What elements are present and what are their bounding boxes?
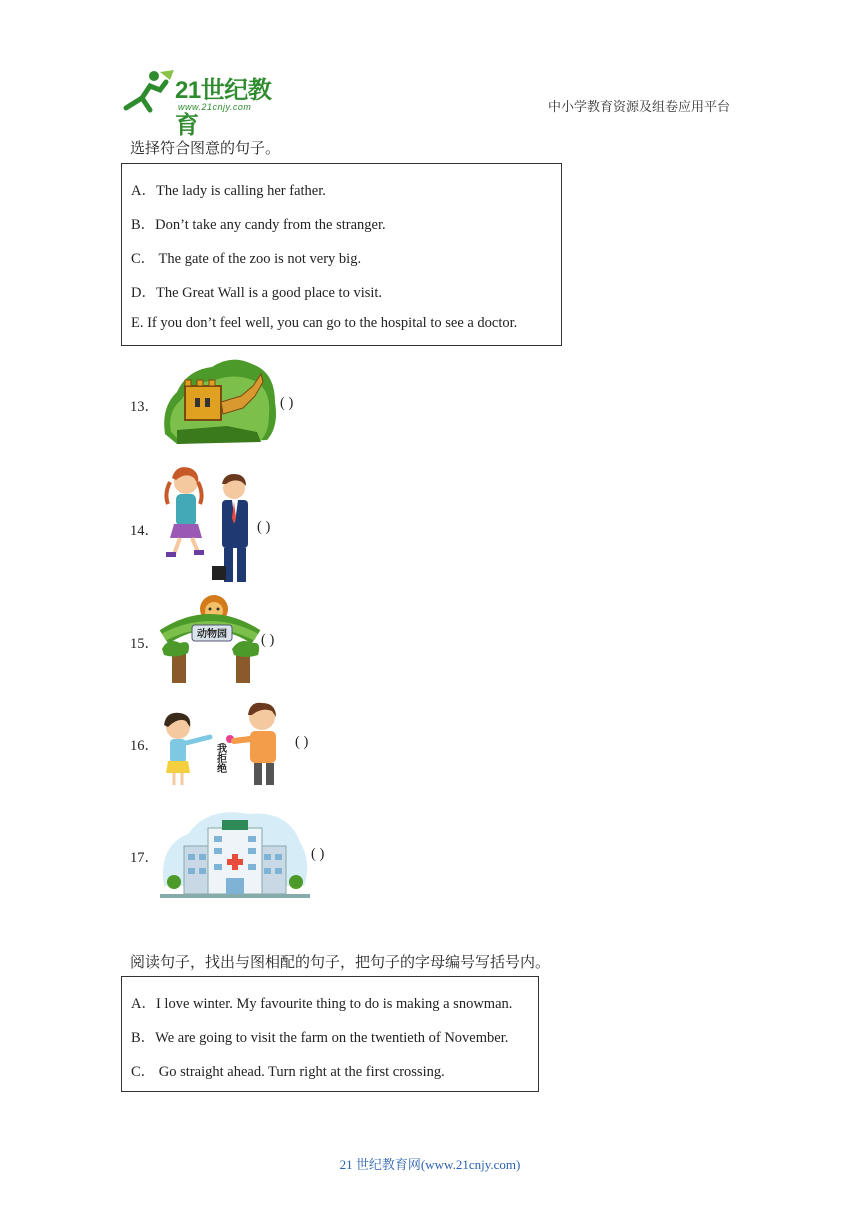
- question-15-blank[interactable]: ( ): [261, 632, 275, 648]
- runner-logo-icon: [120, 68, 176, 114]
- section2-options-box: [121, 976, 539, 1092]
- zoo-gate-image: [158, 593, 262, 685]
- section2-option-a: A．I love winter. My favourite thing to do is making a snowman.: [131, 996, 513, 1012]
- logo-text: 21世纪教育: [175, 77, 272, 139]
- question-17-blank[interactable]: ( ): [311, 846, 325, 862]
- option-a: A．The lady is calling her father.: [131, 183, 326, 199]
- section1-options-box: [121, 163, 562, 346]
- platform-label: 中小学教育资源及组卷应用平台: [547, 99, 730, 114]
- hospital-image: [158, 806, 312, 900]
- girl-refuse-candy-image: [158, 697, 286, 789]
- girl-phone-man-image: [158, 464, 258, 586]
- option-e: E. If you don’t feel well, you can go to the hospital to see a doctor.: [131, 315, 518, 331]
- footer-link[interactable]: 21 世纪教育网(www.21cnjy.com): [339, 1157, 521, 1172]
- zoo-sign-text: 动物园: [197, 629, 227, 640]
- great-wall-image: [157, 352, 279, 448]
- question-16-blank[interactable]: ( ): [295, 734, 309, 750]
- question-17-number: 17．: [130, 850, 159, 866]
- site-logo: [120, 68, 290, 139]
- option-c: C． The gate of the zoo is not very big.: [131, 251, 362, 267]
- section2-option-c: C． Go straight ahead. Turn right at the first crossing.: [131, 1064, 445, 1080]
- section1-instruction: 选择符合图意的句子。: [130, 141, 281, 157]
- question-13-number: 13．: [130, 399, 159, 415]
- question-14-number: 14．: [130, 523, 159, 539]
- section2-option-b: B．We are going to visit the farm on the twentieth of November.: [131, 1030, 509, 1046]
- option-b: B．Don’t take any candy from the stranger.: [131, 217, 386, 233]
- question-13-blank[interactable]: ( ): [280, 395, 294, 411]
- question-15-number: 15．: [130, 636, 159, 652]
- logo-url: www.21cnjy.com: [178, 102, 252, 112]
- question-14-blank[interactable]: ( ): [257, 519, 271, 535]
- option-d: D．The Great Wall is a good place to visit.: [131, 285, 383, 301]
- refuse-sign-text: 我拒绝: [214, 743, 226, 773]
- section2-instruction: 阅读句子，找出与图相配的句子，把句子的字母编号写括号内。: [130, 955, 551, 971]
- question-16-number: 16．: [130, 738, 159, 754]
